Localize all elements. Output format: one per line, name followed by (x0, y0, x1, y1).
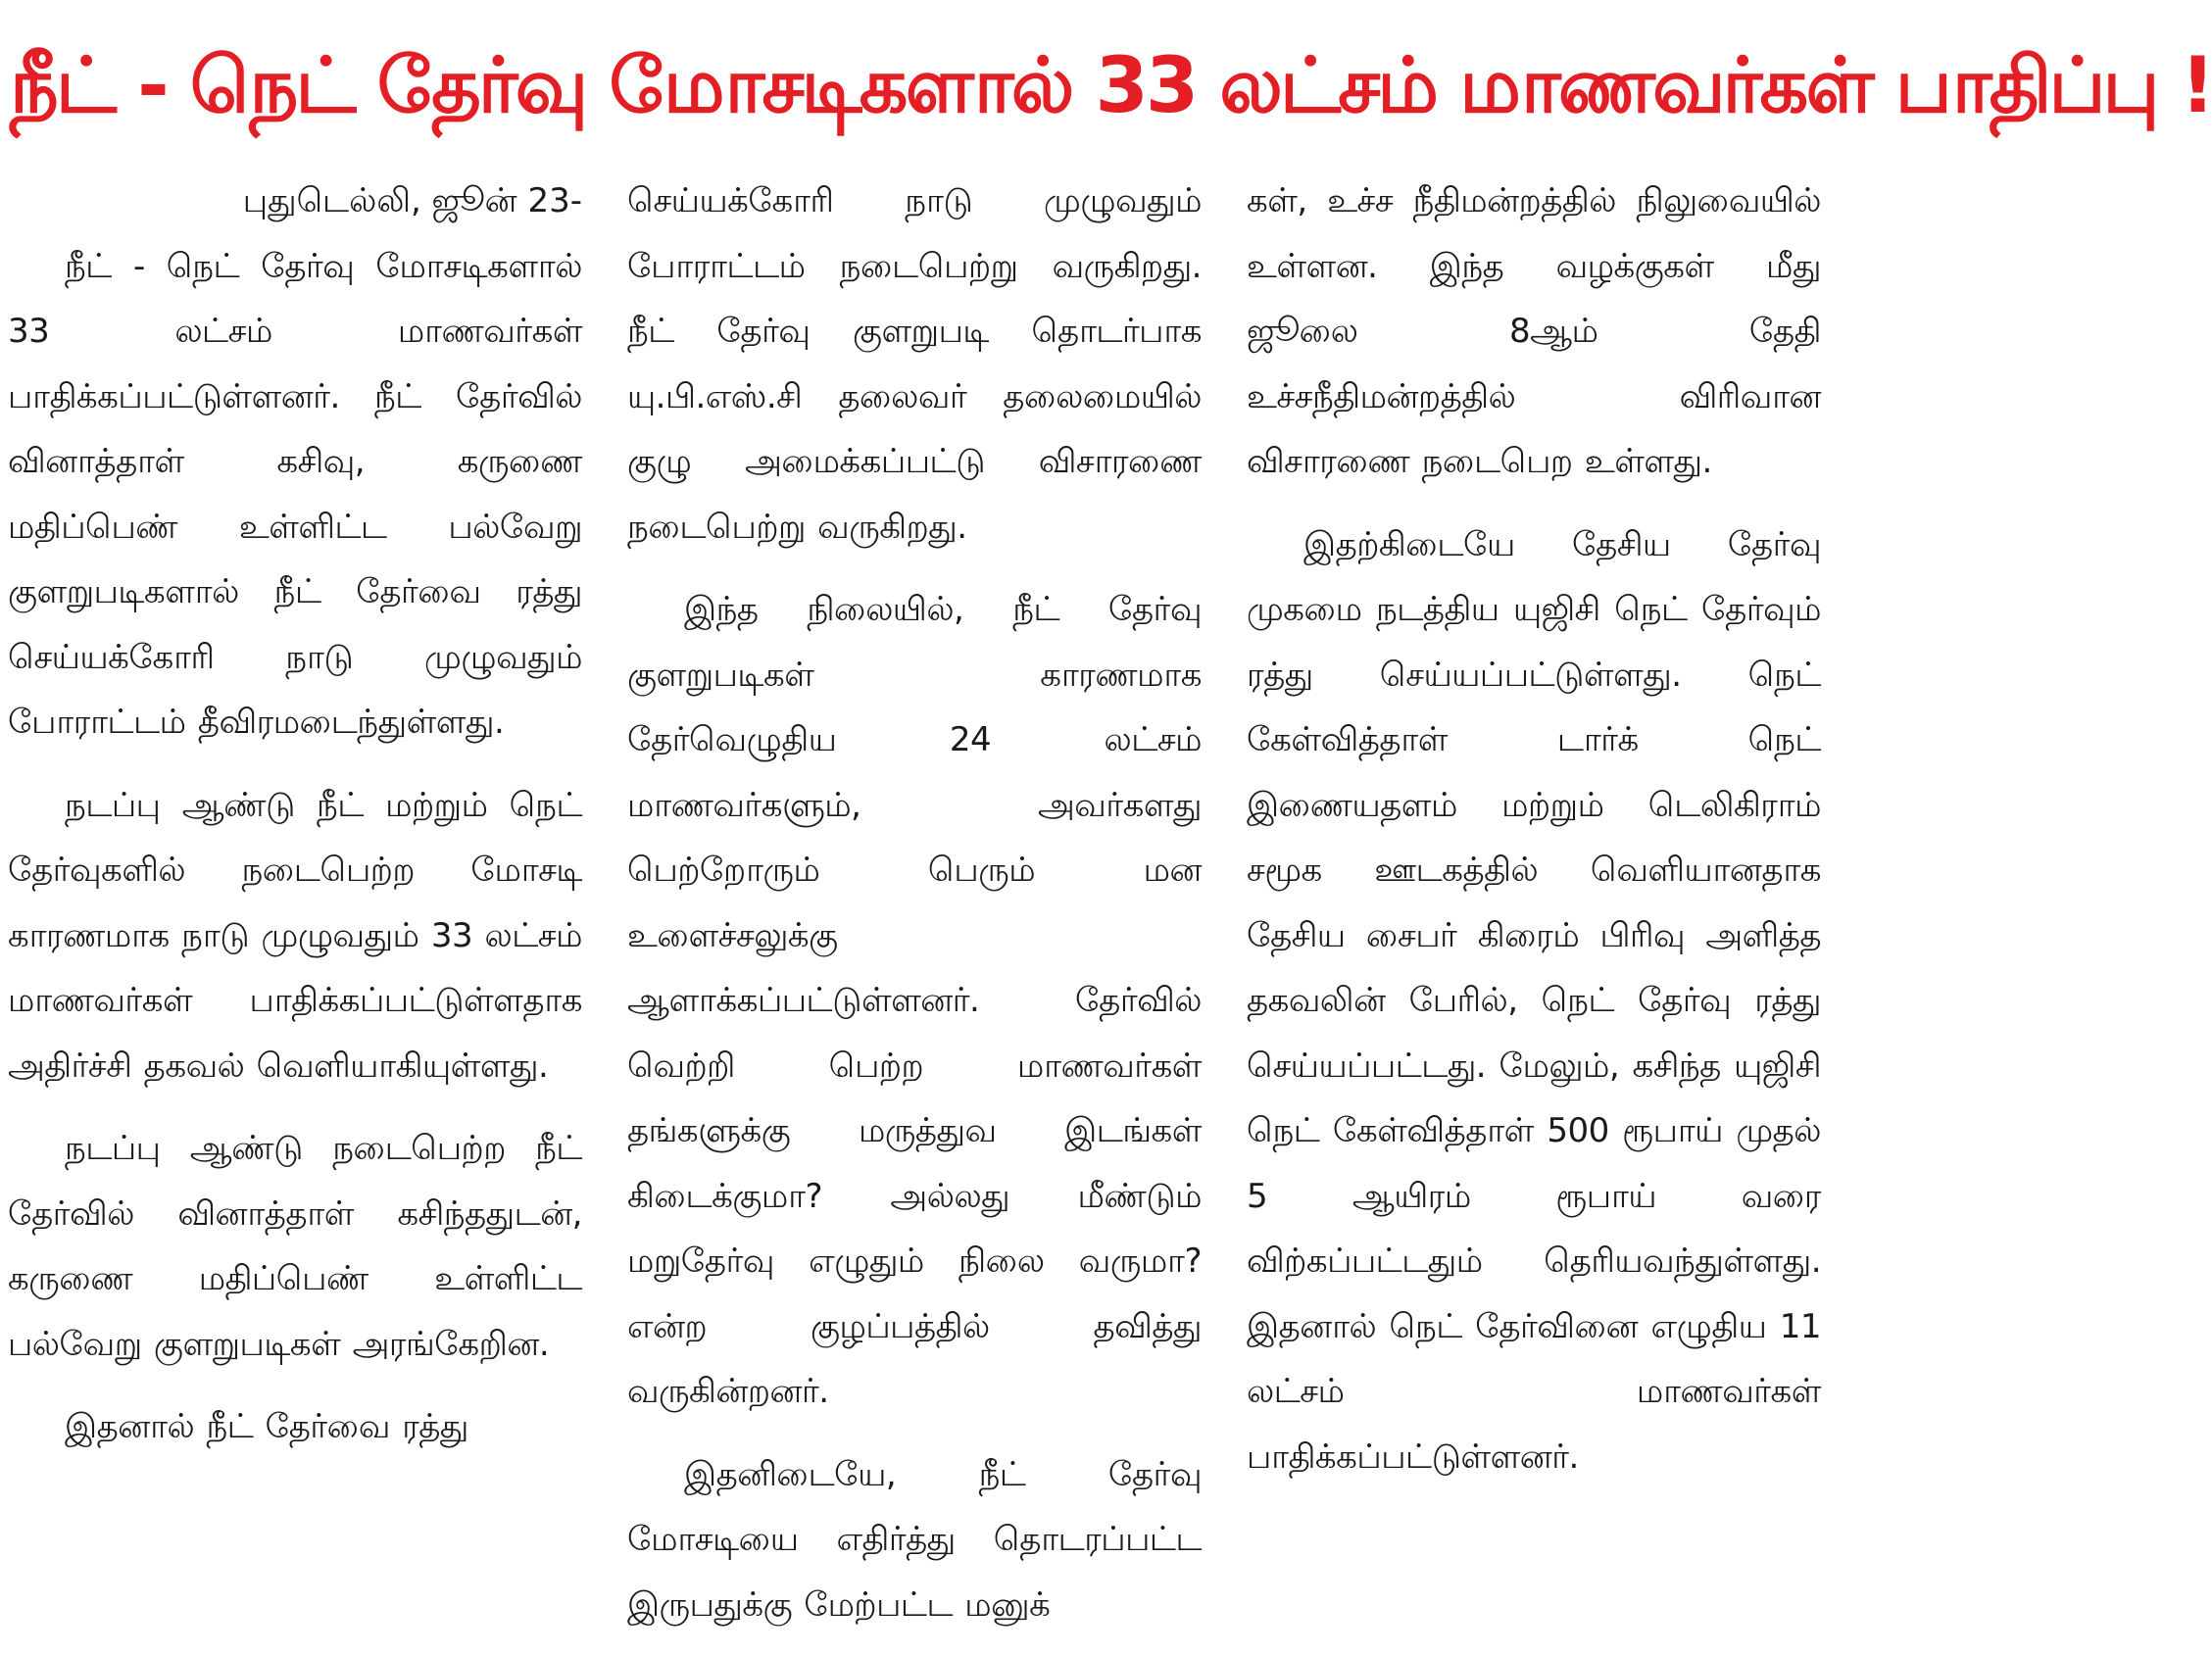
paragraph-continued: கள், உச்ச நீதிமன்றத்தில் நிலுவையில் உள்ளன. இந்த வழக்குகள் மீது ஜூலை 8ஆம் தேதி உச்சநீதிமன்றத்தில் விரிவான விசாரணை நடைபெற உள்ளது. (1247, 181, 1821, 481)
paragraph: நீட் - நெட் தேர்வு மோசடிகளால் 33 லட்சம் மாணவர்கள் பாதிக்கப்பட்டுள்ளனர். நீட் தேர்வில் வினாத்தாள் கசிவு, கருணை மதிப்பெண் உள்ளிட்ட பல்வேறு குளறுபடிகளால் நீட் தேர்வை ரத்து செய்யக்கோரி நாடு முழுவதும் போராட்டம் தீவிரமடைந்துள்ளது. (8, 246, 582, 742)
paragraph: இதனால் நீட் தேர்வை ரத்து (65, 1407, 468, 1446)
paragraph: இதற்கிடையே தேசிய தேர்வு முகமை நடத்திய யுஜிசி நெட் தேர்வும் ரத்து செய்யப்பட்டுள்ளது. நெட் கேள்வித்தாள் டார்க் நெட் இணையதளம் மற்றும் டெலிகிராம் சமூக ஊடகத்தில் வெளியானதாக தேசிய சைபர் கிரைம் பிரிவு அளித்த தகவலின் பேரில், நெட் தேர்வு ரத்து செய்யப்பட்டது. மேலும், கசிந்த யுஜிசி நெட் கேள்வித்தாள் 500 ரூபாய் முதல் 5 ஆயிரம் ரூபாய் வரை விற்கப்பட்டதும் தெரியவந்துள்ளது. இதனால் நெட் தேர்வினை எழுதிய 11 லட்சம் மாணவர்கள் பாதிக்கப்பட்டுள்ளனர். (1247, 524, 1821, 1477)
column-1 (8, 169, 582, 1655)
headline: நீட் - நெட் தேர்வு மோசடிகளால் 33 லட்சம் மாணவர்கள் பாதிப்பு ! (10, 42, 2212, 130)
dateline: புதுடெல்லி, ஜூன் 23- (242, 181, 582, 220)
column-2 (627, 169, 1202, 1655)
column-3 (1247, 169, 1821, 1655)
paragraph: நடப்பு ஆண்டு நீட் மற்றும் நெட் தேர்வுகளில் நடைபெற்ற மோசடி காரணமாக நாடு முழுவதும் 33 லட்சம் மாணவர்கள் பாதிக்கப்பட்டுள்ளதாக அதிர்ச்சி தகவல் வெளியாகியுள்ளது. (8, 785, 582, 1086)
paragraph-continued: செய்யக்கோரி நாடு முழுவதும் போராட்டம் நடைபெற்று வருகிறது. நீட் தேர்வு குளறுபடி தொடர்பாக யு.பி.எஸ்.சி தலைவர் தலைமையில் குழு அமைக்கப்பட்டு விசாரணை நடைபெற்று வருகிறது. (627, 181, 1202, 547)
paragraph: நடப்பு ஆண்டு நடைபெற்ற நீட் தேர்வில் வினாத்தாள் கசிந்ததுடன், கருணை மதிப்பெண் உள்ளிட்ட பல்வேறு குளறுபடிகள் அரங்கேறின. (8, 1129, 582, 1364)
paragraph: இதனிடையே, நீட் தேர்வு மோசடியை எதிர்த்து தொடரப்பட்ட இருபதுக்கு மேற்பட்ட மனுக் (627, 1454, 1202, 1625)
paragraph: இந்த நிலையில், நீட் தேர்வு குளறுபடிகள் காரணமாக தேர்வெழுதிய 24 லட்சம் மாணவர்களும், அவர்களது பெற்றோரும் பெரும் மன உளைச்சலுக்கு ஆளாக்கப்பட்டுள்ளனர். தேர்வில் வெற்றி பெற்ற மாணவர்கள் தங்களுக்கு மருத்துவ இடங்கள் கிடைக்குமா? அல்லது மீண்டும் மறுதேர்வு எழுதும் நிலை வருமா? என்ற குழப்பத்தில் தவித்து வருகின்றனர். (627, 590, 1202, 1411)
article-columns (8, 169, 1821, 1625)
